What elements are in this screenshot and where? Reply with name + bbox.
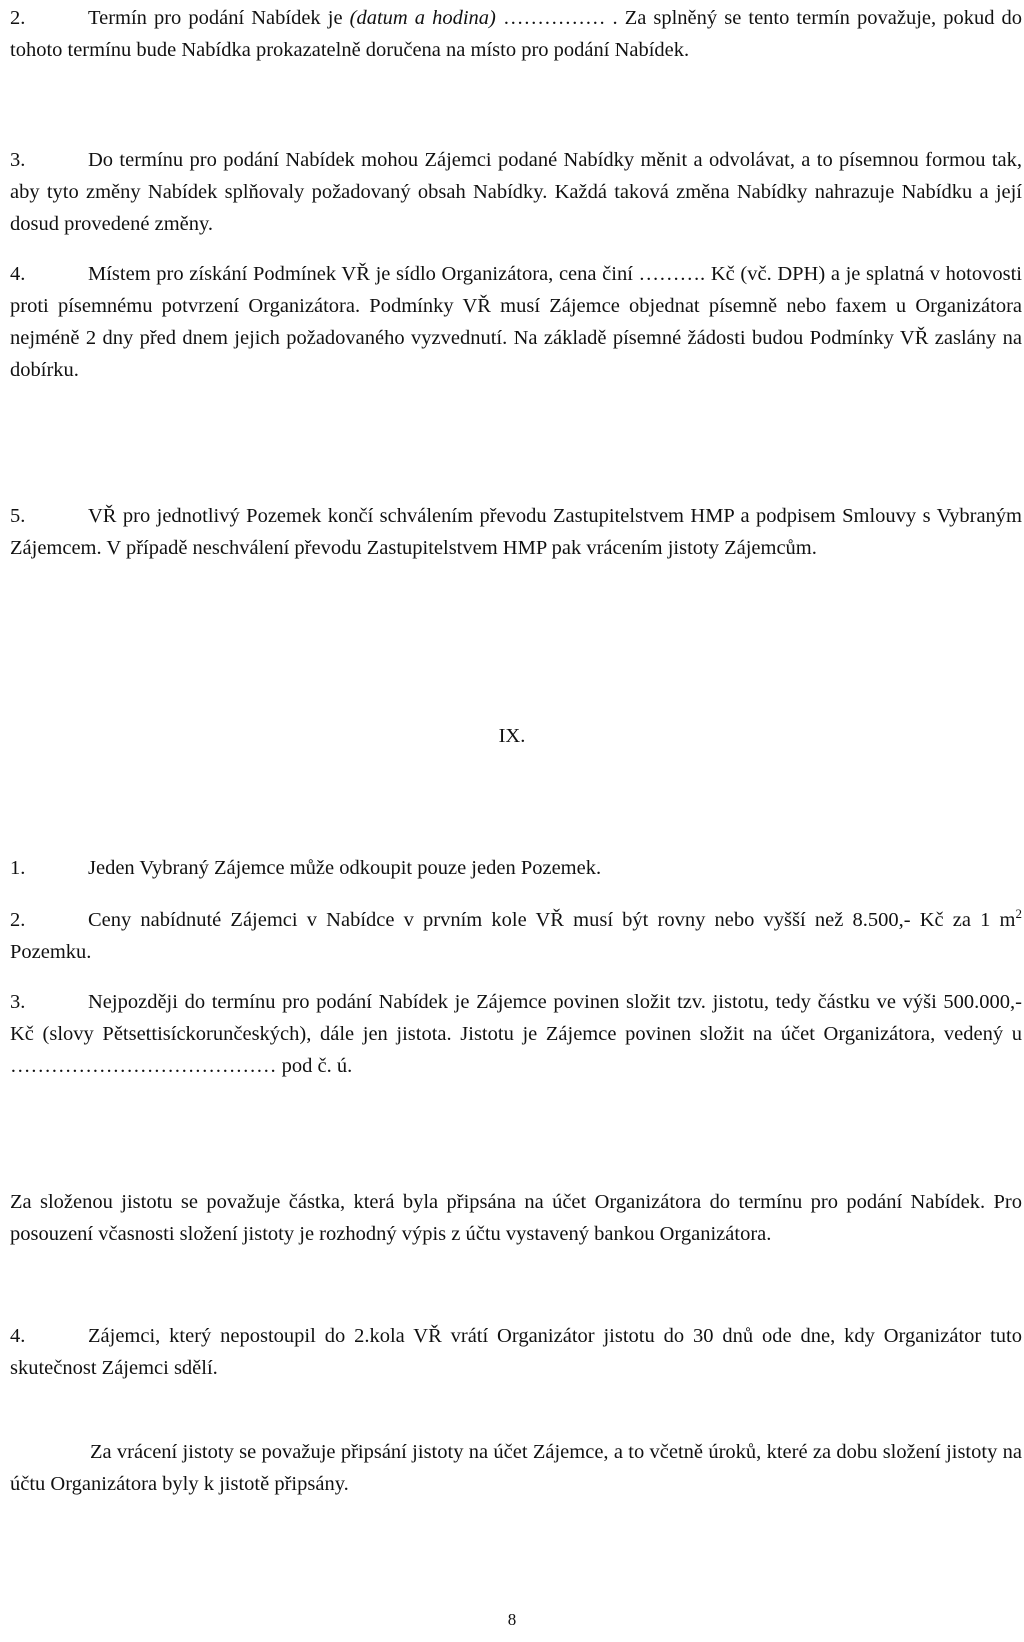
clause-4-conditions	[10, 258, 1022, 386]
clause-number: 4.	[10, 1325, 26, 1347]
clause-number: 5.	[10, 505, 26, 527]
clause-number: 2.	[10, 7, 26, 29]
clause-number: 3.	[10, 991, 26, 1013]
superscript-two: 2	[1015, 906, 1022, 922]
clause-number: 1.	[10, 857, 26, 879]
section-heading: IX.	[498, 725, 526, 747]
clause-text: Jeden Vybraný Zájemce může odkoupit pouze jeden Pozemek.	[88, 857, 602, 879]
refund-definition-paragraph	[10, 1436, 1022, 1500]
clause-text: VŘ pro jednotlivý Pozemek končí schválením převodu Zastupitelstvem HMP a podpisem Smlouvy s Vybraným Zájemcem. V případě neschválení převodu Zastupitelstvem HMP pak vrácením jistoty Zájemcům.	[10, 505, 1022, 559]
clause-2-deadline	[10, 2, 1022, 66]
clause-text: Ceny nabídnuté Zájemci v Nabídce v prvním kole VŘ musí být rovny nebo vyšší než 8.500,- Kč za 1 m	[88, 909, 1016, 931]
section-clause-4-refund	[10, 1320, 1022, 1384]
clause-text: Místem pro získání Podmínek VŘ je sídlo Organizátora, cena činí ………. Kč (vč. DPH) a je splatná v hotovosti proti písemnému potvrzení Organizátora. Podmínky VŘ musí Zájemce objednat písemně nebo faxem u Organizátora nejméně 2 dny před dnem jejich požadovaného vyzvednutí. Na základě písemné žádosti budou Podmínky VŘ zaslány na dobírku.	[10, 263, 1022, 381]
clause-number: 2.	[10, 909, 26, 931]
date-time-placeholder: (datum a hodina)	[349, 7, 496, 29]
clause-text-continued: …………… . Za splněný se tento termín považuje, pokud do tohoto termínu bude Nabídka prokazatelně doručena na místo pro podání Nabídek.	[10, 7, 1023, 61]
clause-text: Do termínu pro podání Nabídek mohou Zájemci podané Nabídky měnit a odvolávat, a to písemnou formou tak, aby tyto změny Nabídek splňovaly požadovaný obsah Nabídky. Každá taková změna Nabídky nahrazuje Nabídku a její dosud provedené změny.	[10, 149, 1022, 235]
section-clause-2-price	[10, 904, 1022, 968]
clause-number: 3.	[10, 149, 26, 171]
clause-3-changes	[10, 144, 1022, 240]
clause-text: Termín pro podání Nabídek je	[88, 7, 343, 29]
section-clause-3-deposit	[10, 986, 1022, 1082]
deposit-definition-paragraph: Za složenou jistotu se považuje částka, která byla připsána na účet Organizátora do termínu pro podání Nabídek. Pro posouzení včasnosti složení jistoty je rozhodný výpis z účtu vystavený bankou Organizátora.	[10, 1191, 1022, 1245]
clause-text: Zájemci, který nepostoupil do 2.kola VŘ vrátí Organizátor jistotu do 30 dnů ode dne, kdy Organizátor tuto skutečnost Zájemci sdělí.	[10, 1325, 1022, 1379]
clause-text-continued: Pozemku.	[10, 941, 92, 963]
page-number: 8	[507, 1610, 517, 1629]
clause-text: Nejpozději do termínu pro podání Nabídek je Zájemce povinen složit tzv. jistotu, tedy částku ve výši 500.000,- Kč (slovy Pětsettisíckorunčeských), dále jen jistota. Jistotu je Zájemce povinen složit na účet Organizátora, vedený u ………………………………… pod č. ú.	[10, 991, 1022, 1077]
section-clause-1	[10, 852, 1022, 884]
paragraph-text: Za vrácení jistoty se považuje připsání jistoty na účet Zájemce, a to včetně úroků, které za dobu složení jistoty na účtu Organizátora byly k jistotě připsány.	[10, 1441, 1022, 1495]
clause-5-end	[10, 500, 1022, 564]
clause-number: 4.	[10, 263, 26, 285]
